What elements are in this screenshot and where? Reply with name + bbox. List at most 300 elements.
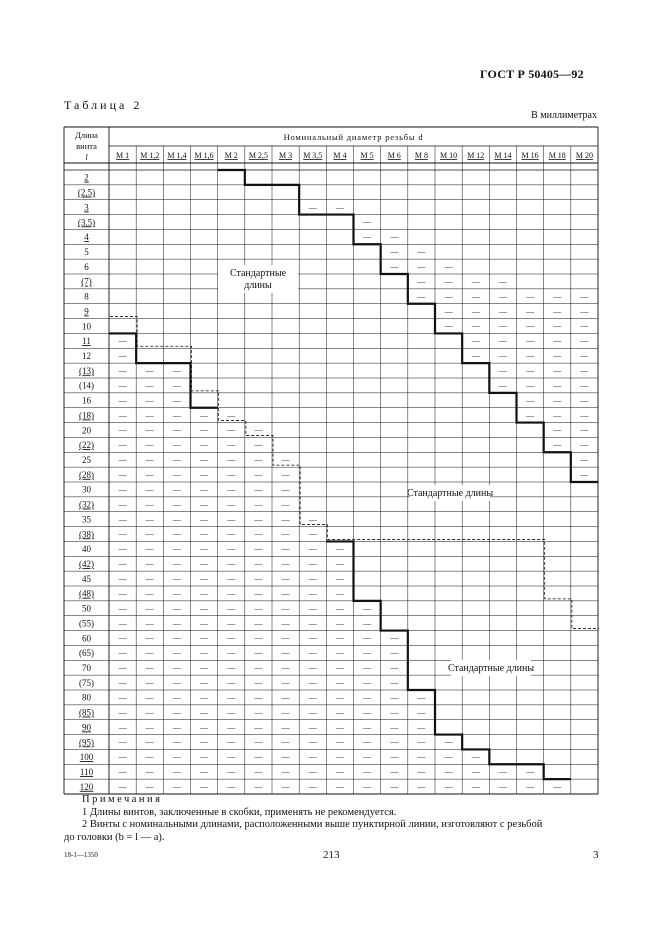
- length-label-38: (95): [79, 737, 94, 748]
- diameter-label-17: М 20: [575, 151, 593, 160]
- length-label-12: 12: [82, 350, 91, 361]
- cell-dash: —: [417, 782, 426, 792]
- cell-dash: —: [308, 722, 317, 732]
- length-label-5: 5: [84, 246, 89, 257]
- cell-dash: —: [417, 752, 426, 762]
- length-label-9: 9: [84, 306, 89, 317]
- cell-dash: —: [227, 678, 236, 688]
- cell-dash: —: [200, 752, 209, 762]
- cell-dash: —: [172, 455, 181, 465]
- cell-dash: —: [227, 752, 236, 762]
- cell-dash: —: [172, 767, 181, 777]
- table-title: Таблица 2: [64, 98, 143, 112]
- cell-dash: —: [580, 321, 589, 331]
- diameter-label-1: М 1,2: [140, 151, 160, 160]
- cell-dash: —: [580, 425, 589, 435]
- cell-dash: —: [471, 306, 480, 316]
- cell-dash: —: [580, 291, 589, 301]
- cell-dash: —: [363, 722, 372, 732]
- cell-dash: —: [281, 455, 290, 465]
- cell-dash: —: [553, 366, 562, 376]
- cell-dash: —: [118, 678, 127, 688]
- cell-dash: —: [254, 603, 263, 613]
- cell-dash: —: [227, 618, 236, 628]
- cell-dash: —: [118, 752, 127, 762]
- cell-dash: —: [308, 559, 317, 569]
- cell-dash: —: [254, 499, 263, 509]
- cell-dash: —: [145, 574, 154, 584]
- cell-dash: —: [308, 574, 317, 584]
- cell-dash: —: [471, 752, 480, 762]
- cell-dash: —: [335, 663, 344, 673]
- diameter-label-14: М 14: [494, 151, 512, 160]
- cell-dash: —: [118, 440, 127, 450]
- cell-dash: —: [254, 470, 263, 480]
- cell-dash: —: [227, 722, 236, 732]
- cell-dash: —: [172, 633, 181, 643]
- cell-dash: —: [308, 752, 317, 762]
- cell-dash: —: [335, 767, 344, 777]
- cell-dash: —: [172, 440, 181, 450]
- cell-dash: —: [281, 470, 290, 480]
- length-label-25: 40: [82, 544, 91, 555]
- cell-dash: —: [498, 336, 507, 346]
- cell-dash: —: [254, 574, 263, 584]
- cell-dash: —: [172, 470, 181, 480]
- cell-dash: —: [118, 395, 127, 405]
- cell-dash: —: [172, 737, 181, 747]
- length-header-line-2: винта: [76, 141, 97, 151]
- cell-dash: —: [145, 395, 154, 405]
- length-label-35: 80: [82, 692, 91, 703]
- diameter-label-10: М 6: [387, 151, 401, 160]
- cell-dash: —: [200, 648, 209, 658]
- cell-dash: —: [308, 707, 317, 717]
- cell-dash: —: [281, 529, 290, 539]
- cell-dash: —: [281, 499, 290, 509]
- cell-dash: —: [471, 277, 480, 287]
- cell-dash: —: [281, 678, 290, 688]
- cell-dash: —: [118, 767, 127, 777]
- cell-dash: —: [444, 767, 453, 777]
- cell-dash: —: [308, 648, 317, 658]
- cell-dash: —: [145, 544, 154, 554]
- cell-dash: —: [471, 321, 480, 331]
- cell-dash: —: [254, 722, 263, 732]
- cell-dash: —: [308, 202, 317, 212]
- length-label-17: 20: [82, 425, 91, 436]
- cell-dash: —: [580, 306, 589, 316]
- length-label-4: 4: [84, 232, 89, 243]
- cell-dash: —: [227, 529, 236, 539]
- cell-dash: —: [363, 603, 372, 613]
- length-label-14: (14): [79, 380, 94, 391]
- cell-dash: —: [172, 618, 181, 628]
- cell-dash: —: [498, 306, 507, 316]
- cell-dash: —: [580, 351, 589, 361]
- cell-dash: —: [390, 262, 399, 272]
- cell-dash: —: [553, 440, 562, 450]
- cell-dash: —: [526, 395, 535, 405]
- cell-dash: —: [145, 514, 154, 524]
- cell-dash: —: [200, 707, 209, 717]
- cell-dash: —: [200, 589, 209, 599]
- cell-dash: —: [145, 603, 154, 613]
- length-label-1: (2,5): [77, 187, 96, 198]
- cell-dash: —: [363, 707, 372, 717]
- length-label-15: 16: [82, 395, 91, 406]
- cell-dash: —: [335, 722, 344, 732]
- diameter-label-6: М 3: [279, 151, 293, 160]
- cell-dash: —: [200, 693, 209, 703]
- cell-dash: —: [227, 737, 236, 747]
- cell-dash: —: [118, 485, 127, 495]
- diameter-label-7: М 3,5: [303, 151, 323, 160]
- cell-dash: —: [200, 529, 209, 539]
- cell-dash: —: [308, 678, 317, 688]
- cell-dash: —: [390, 247, 399, 257]
- cell-dash: —: [172, 752, 181, 762]
- footer-page-number: 213: [323, 849, 340, 861]
- cell-dash: —: [281, 574, 290, 584]
- cell-dash: —: [580, 470, 589, 480]
- diameter-label-15: М 16: [521, 151, 539, 160]
- cell-dash: —: [145, 752, 154, 762]
- cell-dash: —: [335, 737, 344, 747]
- cell-dash: —: [145, 366, 154, 376]
- cell-dash: —: [580, 336, 589, 346]
- cell-dash: —: [118, 544, 127, 554]
- cell-dash: —: [145, 529, 154, 539]
- cell-dash: —: [145, 678, 154, 688]
- cell-dash: —: [172, 603, 181, 613]
- cell-dash: —: [580, 395, 589, 405]
- cell-dash: —: [145, 782, 154, 792]
- cell-dash: —: [444, 291, 453, 301]
- diameter-label-0: М 1: [116, 151, 130, 160]
- cell-dash: —: [200, 618, 209, 628]
- length-label-21: 30: [82, 484, 91, 495]
- length-label-19: 25: [82, 454, 91, 465]
- cell-dash: —: [200, 470, 209, 480]
- cell-dash: —: [498, 782, 507, 792]
- cell-dash: —: [118, 648, 127, 658]
- length-label-36: (85): [79, 707, 94, 718]
- length-label-2: 3: [84, 202, 89, 213]
- cell-dash: —: [227, 693, 236, 703]
- cell-dash: —: [172, 514, 181, 524]
- cell-dash: —: [145, 618, 154, 628]
- cell-dash: —: [200, 559, 209, 569]
- document-header: ГОСТ Р 50405—92: [480, 67, 584, 81]
- cell-dash: —: [335, 782, 344, 792]
- cell-dash: —: [308, 737, 317, 747]
- cell-dash: —: [145, 440, 154, 450]
- cell-dash: —: [390, 693, 399, 703]
- cell-dash: —: [417, 722, 426, 732]
- cell-dash: —: [308, 514, 317, 524]
- length-label-34: (75): [79, 677, 94, 688]
- cell-dash: —: [281, 618, 290, 628]
- note-item-2: 2 Винты с номинальными длинами, расположенными выше пунктирной линии, изготовляют с резьбой: [82, 819, 543, 830]
- cell-dash: —: [335, 202, 344, 212]
- cell-dash: —: [553, 381, 562, 391]
- length-label-7: (7): [81, 276, 92, 287]
- cell-dash: —: [118, 351, 127, 361]
- cell-dash: —: [145, 693, 154, 703]
- cell-dash: —: [227, 707, 236, 717]
- cell-dash: —: [172, 663, 181, 673]
- cell-dash: —: [553, 782, 562, 792]
- cell-dash: —: [145, 722, 154, 732]
- cell-dash: —: [498, 277, 507, 287]
- cell-dash: —: [200, 574, 209, 584]
- cell-dash: —: [281, 767, 290, 777]
- cell-dash: —: [172, 707, 181, 717]
- diameter-label-16: М 18: [548, 151, 566, 160]
- cell-dash: —: [281, 485, 290, 495]
- cell-dash: —: [145, 663, 154, 673]
- cell-dash: —: [308, 589, 317, 599]
- cell-dash: —: [254, 618, 263, 628]
- cell-dash: —: [118, 336, 127, 346]
- cell-dash: —: [417, 291, 426, 301]
- cell-dash: —: [118, 470, 127, 480]
- cell-dash: —: [281, 603, 290, 613]
- cell-dash: —: [390, 722, 399, 732]
- cell-dash: —: [145, 499, 154, 509]
- cell-dash: —: [172, 678, 181, 688]
- cell-dash: —: [281, 648, 290, 658]
- diameter-header: Номинальный диаметр резьбы d: [283, 132, 424, 142]
- cell-dash: —: [553, 351, 562, 361]
- cell-dash: —: [498, 767, 507, 777]
- cell-dash: —: [281, 707, 290, 717]
- cell-dash: —: [281, 737, 290, 747]
- cell-dash: —: [200, 603, 209, 613]
- cell-dash: —: [281, 722, 290, 732]
- cell-dash: —: [145, 381, 154, 391]
- cell-dash: —: [145, 425, 154, 435]
- cell-dash: —: [417, 737, 426, 747]
- cell-dash: —: [200, 737, 209, 747]
- cell-dash: —: [308, 663, 317, 673]
- cell-dash: —: [118, 529, 127, 539]
- cell-dash: —: [118, 603, 127, 613]
- note-item-2-continuation: до головки (b = l — a).: [64, 831, 165, 843]
- cell-dash: —: [227, 425, 236, 435]
- cell-dash: —: [118, 663, 127, 673]
- cell-dash: —: [118, 514, 127, 524]
- length-label-0: 2: [84, 172, 89, 183]
- cell-dash: —: [254, 693, 263, 703]
- length-label-11: 11: [82, 336, 91, 347]
- cell-dash: —: [145, 707, 154, 717]
- length-header-line-1: Длина: [75, 130, 98, 140]
- cell-dash: —: [335, 678, 344, 688]
- length-label-32: (65): [79, 648, 94, 659]
- notes-heading: Примечания: [82, 794, 163, 805]
- cell-dash: —: [526, 336, 535, 346]
- length-label-33: 70: [82, 662, 91, 673]
- cell-dash: —: [227, 455, 236, 465]
- cell-dash: —: [227, 559, 236, 569]
- cell-dash: —: [444, 321, 453, 331]
- cell-dash: —: [580, 410, 589, 420]
- cell-dash: —: [553, 425, 562, 435]
- cell-dash: —: [254, 737, 263, 747]
- cell-dash: —: [335, 544, 344, 554]
- cell-dash: —: [118, 455, 127, 465]
- cell-dash: —: [553, 291, 562, 301]
- cell-dash: —: [118, 737, 127, 747]
- cell-dash: —: [227, 514, 236, 524]
- cell-dash: —: [172, 559, 181, 569]
- length-label-24: (38): [79, 529, 94, 540]
- cell-dash: —: [417, 767, 426, 777]
- cell-dash: —: [254, 678, 263, 688]
- cell-dash: —: [471, 782, 480, 792]
- cell-dash: —: [254, 514, 263, 524]
- cell-dash: —: [390, 767, 399, 777]
- cell-dash: —: [281, 693, 290, 703]
- diameter-label-12: М 10: [440, 151, 458, 160]
- cell-dash: —: [145, 767, 154, 777]
- cell-dash: —: [281, 544, 290, 554]
- cell-dash: —: [417, 262, 426, 272]
- cell-dash: —: [526, 767, 535, 777]
- cell-dash: —: [145, 737, 154, 747]
- cell-dash: —: [227, 767, 236, 777]
- cell-dash: —: [172, 485, 181, 495]
- cell-dash: —: [118, 559, 127, 569]
- cell-dash: —: [227, 440, 236, 450]
- cell-dash: —: [553, 410, 562, 420]
- cell-dash: —: [363, 648, 372, 658]
- cell-dash: —: [390, 663, 399, 673]
- cell-dash: —: [118, 381, 127, 391]
- cell-dash: —: [526, 306, 535, 316]
- cell-dash: —: [335, 707, 344, 717]
- cell-dash: —: [335, 603, 344, 613]
- cell-dash: —: [118, 693, 127, 703]
- cell-dash: —: [118, 410, 127, 420]
- cell-dash: —: [227, 589, 236, 599]
- cell-dash: —: [335, 633, 344, 643]
- note-item-1: 1 Длины винтов, заключенные в скобки, применять не рекомендуется.: [82, 806, 397, 818]
- cell-dash: —: [335, 618, 344, 628]
- cell-dash: —: [172, 648, 181, 658]
- cell-dash: —: [118, 618, 127, 628]
- cell-dash: —: [254, 544, 263, 554]
- cell-dash: —: [227, 663, 236, 673]
- cell-dash: —: [526, 410, 535, 420]
- cell-dash: —: [227, 544, 236, 554]
- cell-dash: —: [526, 366, 535, 376]
- cell-dash: —: [254, 767, 263, 777]
- cell-dash: —: [254, 633, 263, 643]
- cell-dash: —: [200, 782, 209, 792]
- cell-dash: —: [498, 291, 507, 301]
- cell-dash: —: [580, 440, 589, 450]
- cell-dash: —: [200, 410, 209, 420]
- footer-sheet-number: 3: [593, 849, 599, 861]
- cell-dash: —: [417, 693, 426, 703]
- length-label-26: (42): [79, 558, 94, 569]
- cell-dash: —: [308, 529, 317, 539]
- diameter-label-8: М 4: [333, 151, 347, 160]
- cell-dash: —: [172, 395, 181, 405]
- length-label-3: (3,5): [77, 217, 96, 228]
- length-header-symbol: l: [85, 152, 88, 162]
- cell-dash: —: [444, 277, 453, 287]
- cell-dash: —: [471, 351, 480, 361]
- cell-dash: —: [308, 603, 317, 613]
- length-label-29: 50: [82, 603, 91, 614]
- cell-dash: —: [145, 648, 154, 658]
- cell-dash: —: [281, 663, 290, 673]
- cell-dash: —: [417, 707, 426, 717]
- cell-dash: —: [118, 425, 127, 435]
- cell-dash: —: [444, 752, 453, 762]
- cell-dash: —: [200, 767, 209, 777]
- cell-dash: —: [200, 425, 209, 435]
- cell-dash: —: [172, 722, 181, 732]
- cell-dash: —: [471, 767, 480, 777]
- cell-dash: —: [172, 366, 181, 376]
- cell-dash: —: [308, 633, 317, 643]
- length-label-40: 110: [79, 766, 94, 777]
- cell-dash: —: [308, 544, 317, 554]
- cell-dash: —: [580, 455, 589, 465]
- units-label: В миллиметрах: [531, 110, 597, 121]
- cell-dash: —: [390, 782, 399, 792]
- cell-dash: —: [444, 737, 453, 747]
- cell-dash: —: [254, 559, 263, 569]
- cell-dash: —: [200, 440, 209, 450]
- cell-dash: —: [254, 485, 263, 495]
- cell-dash: —: [553, 321, 562, 331]
- cell-dash: —: [498, 351, 507, 361]
- cell-dash: —: [363, 217, 372, 227]
- cell-dash: —: [553, 306, 562, 316]
- cell-dash: —: [363, 232, 372, 242]
- cell-dash: —: [390, 707, 399, 717]
- cell-dash: —: [390, 633, 399, 643]
- cell-dash: —: [553, 336, 562, 346]
- length-label-39: 100: [79, 752, 94, 763]
- cell-dash: —: [172, 410, 181, 420]
- cell-dash: —: [363, 678, 372, 688]
- cell-dash: —: [227, 648, 236, 658]
- length-label-30: (55): [79, 618, 94, 629]
- cell-dash: —: [363, 752, 372, 762]
- cell-dash: —: [363, 663, 372, 673]
- cell-dash: —: [227, 574, 236, 584]
- cell-dash: —: [526, 782, 535, 792]
- cell-dash: —: [444, 782, 453, 792]
- cell-dash: —: [390, 752, 399, 762]
- length-label-31: 60: [82, 633, 91, 644]
- cell-dash: —: [254, 782, 263, 792]
- length-label-8: 8: [84, 291, 89, 302]
- cell-dash: —: [172, 529, 181, 539]
- cell-dash: —: [200, 633, 209, 643]
- cell-dash: —: [417, 277, 426, 287]
- cell-dash: —: [363, 693, 372, 703]
- cell-dash: —: [580, 381, 589, 391]
- cell-dash: —: [172, 574, 181, 584]
